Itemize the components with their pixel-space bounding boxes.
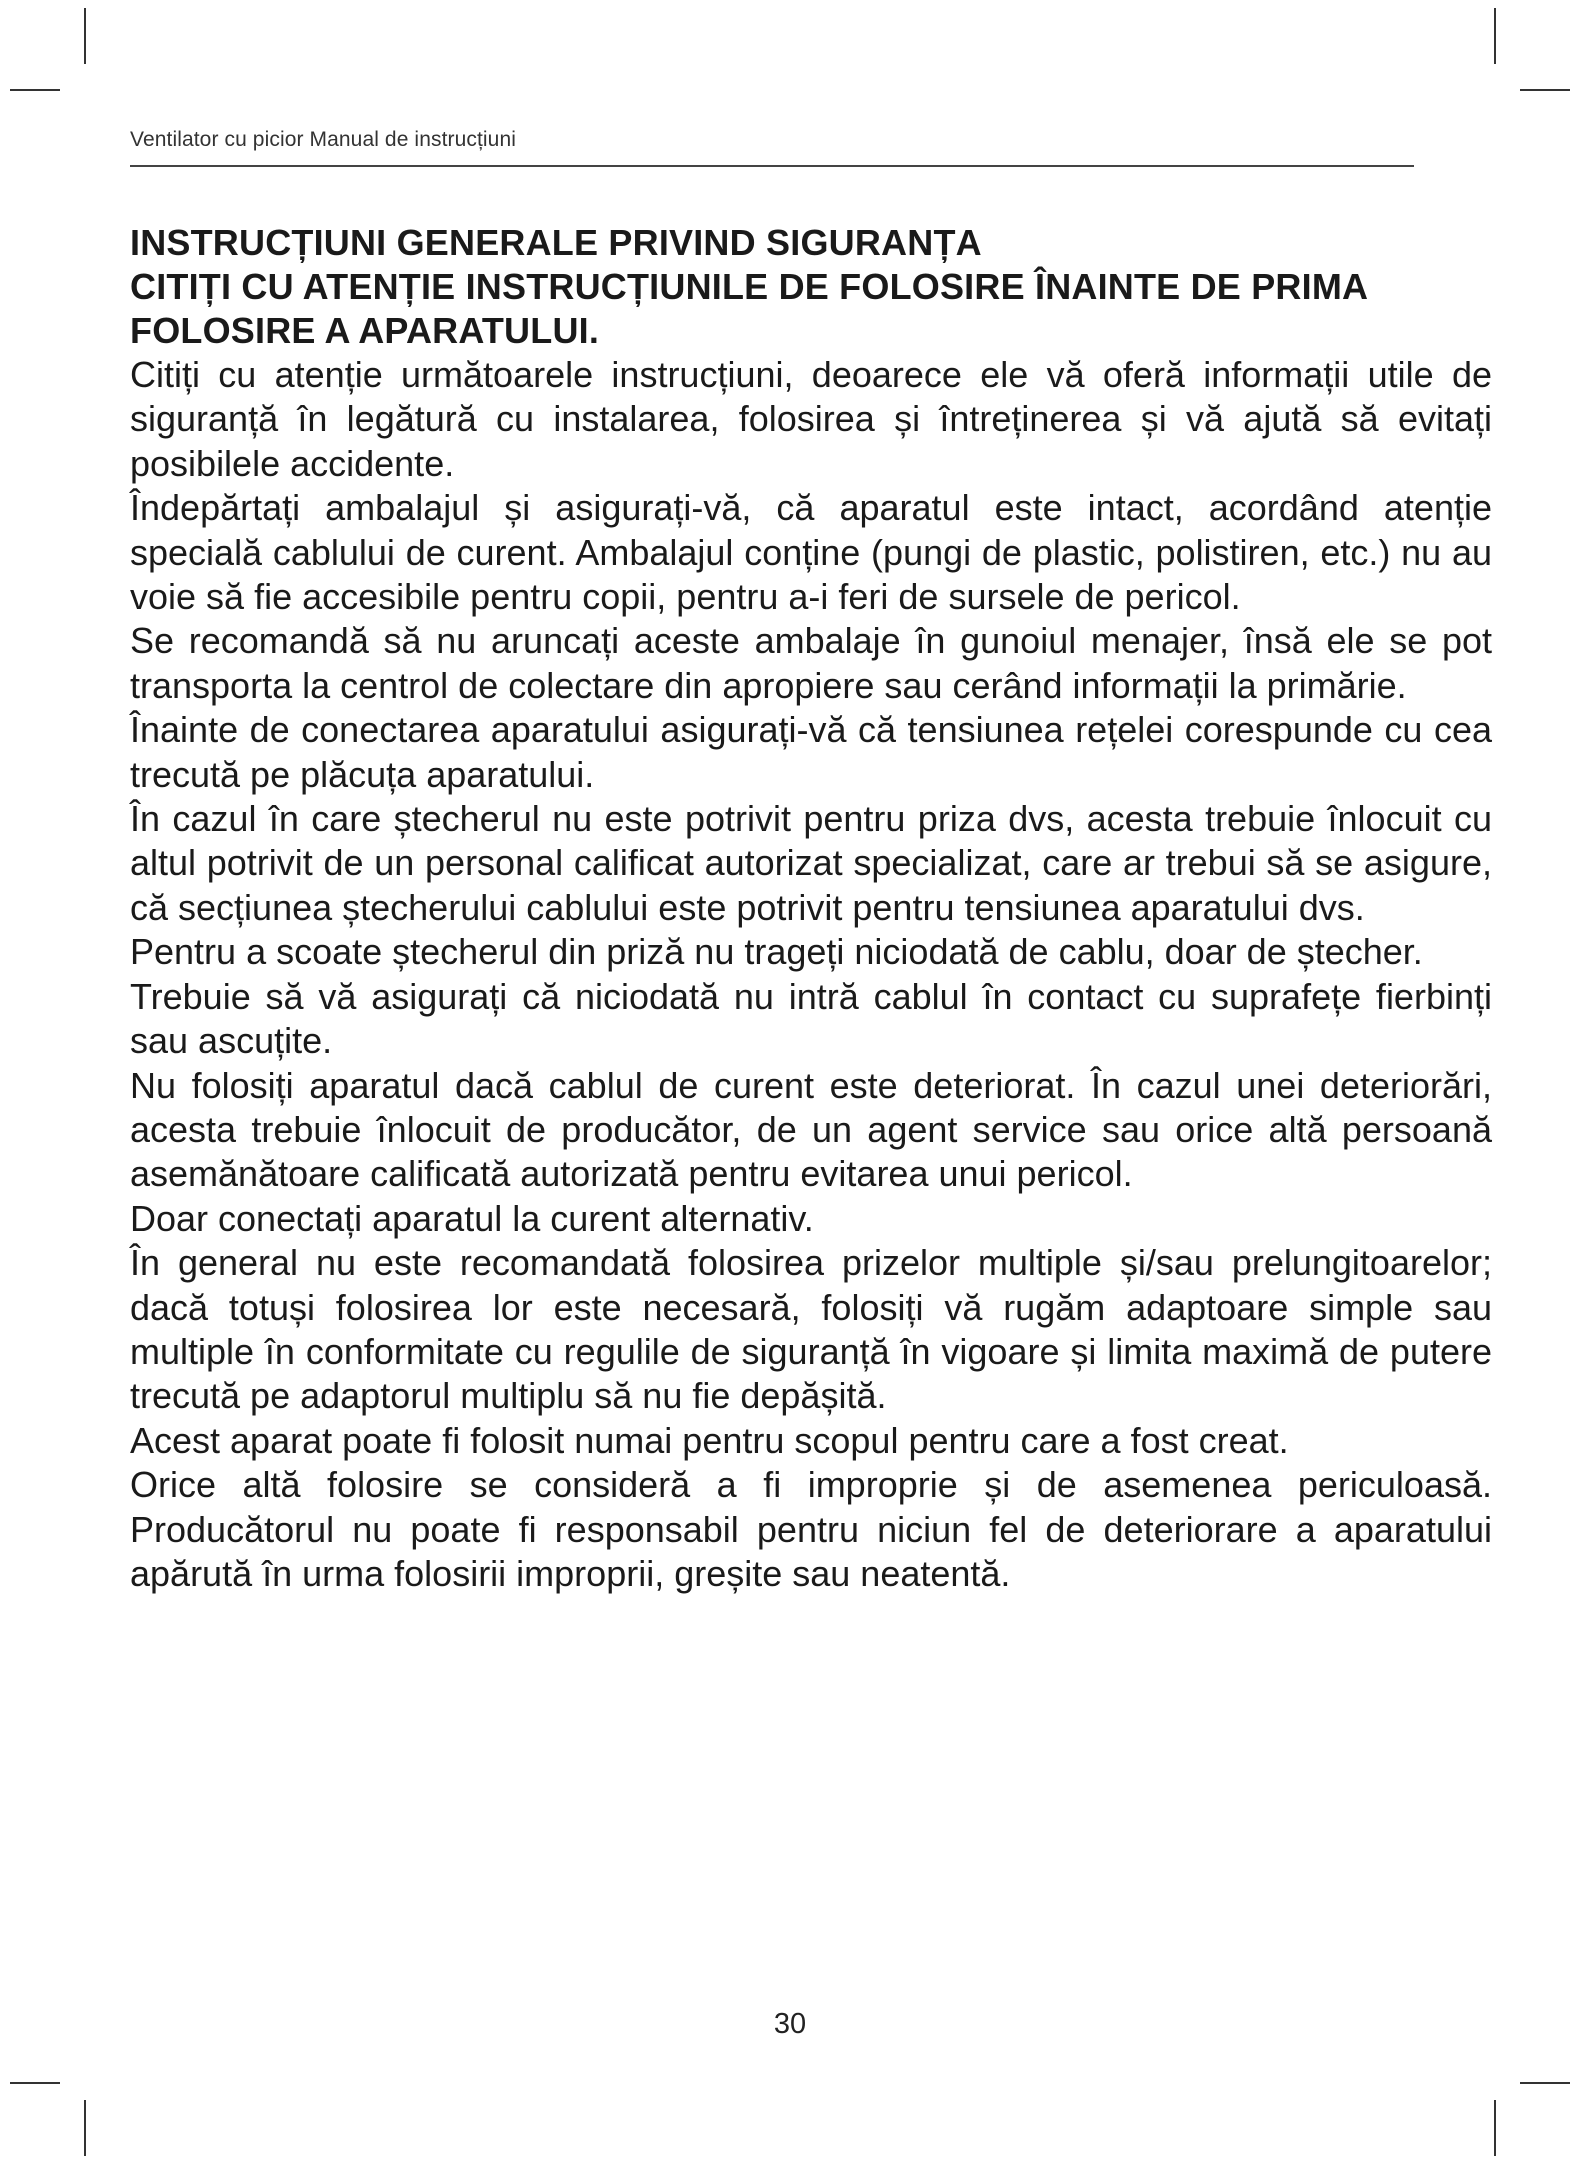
section-title: [130, 221, 1492, 353]
section-title-line-2: CITIȚI CU ATENȚIE INSTRUCȚIUNILE DE FOLOSIRE ÎNAINTE DE PRIMA FOLOSIRE A APARATULUI.: [130, 266, 1367, 351]
paragraph-intended-use: Acest aparat poate fi folosit numai pentru scopul pentru care a fost creat.: [130, 1419, 1289, 1461]
crop-mark-bottom-right-vertical: [1494, 2100, 1496, 2156]
page-body: [130, 221, 1492, 1596]
paragraph-plug-replacement: În cazul în care ștecherul nu este potrivit pentru priza dvs, acesta trebuie înlocuit cu altul potrivit de un personal calificat autorizat specializat, care ar trebui să se asigure, că secțiunea ștecherului cablului este potrivit pentru tensiunea aparatului dvs.: [130, 798, 1492, 928]
paragraph-disposal: Se recomandă să nu aruncați aceste ambalaje în gunoiul menajer, însă ele se pot transporta la centrol de colectare din apropiere sau cerând informații la primărie.: [130, 620, 1492, 706]
paragraph-damaged-cable: Nu folosiți aparatul dacă cablul de curent este deteriorat. În cazul unei deteriorări, acesta trebuie înlocuit de producător, de un agent service sau orice altă persoană asemănătoare calificată autorizată pentru evitarea unui pericol.: [130, 1064, 1492, 1195]
crop-mark-top-right-vertical: [1494, 8, 1496, 64]
crop-mark-bottom-right-horizontal: [1520, 2082, 1570, 2084]
crop-mark-top-left-horizontal: [10, 89, 60, 91]
paragraph-cable-contact: Trebuie să vă asigurați că niciodată nu intră cablul în contact cu suprafețe fierbinți sau ascuțite.: [130, 975, 1492, 1062]
paragraph-unplugging: Pentru a scoate ștecherul din priză nu trageți niciodată de cablu, doar de ștecher.: [130, 931, 1423, 973]
running-header: Ventilator cu picior Manual de instrucțiuni: [130, 128, 517, 151]
section-title-line-1: INSTRUCȚIUNI GENERALE PRIVIND SIGURANȚA: [130, 222, 982, 263]
crop-mark-bottom-left-vertical: [84, 2100, 86, 2156]
crop-mark-bottom-left-horizontal: [10, 2082, 60, 2084]
paragraph-alternating-current: Doar conectați aparatul la curent alternativ.: [130, 1197, 814, 1239]
paragraph-packaging: Îndepărtați ambalajul și asigurați-vă, că aparatul este intact, acordând atenție specială cablului de curent. Ambalajul conține (pungi de plastic, polistiren, etc.) nu au voie să fie accesibile pentru copii, pentru a-i feri de sursele de pericol.: [130, 487, 1492, 618]
crop-mark-top-right-horizontal: [1520, 89, 1570, 91]
paragraph-multiple-sockets: În general nu este recomandată folosirea prizelor multiple și/sau prelungitoarelor; dacă totuși folosirea lor este necesară, folosiți vă rugăm adaptoare simple sau multiple în conformitate cu regulile de siguranță în vigoare și limita maximă de putere trecută pe adaptorul multiplu să nu fie depășită.: [130, 1242, 1492, 1417]
crop-mark-top-left-vertical: [84, 8, 86, 64]
paragraph-voltage-check: Înainte de conectarea aparatului asigurați-vă că tensiunea rețelei corespunde cu cea trecută pe plăcuța aparatului.: [130, 709, 1492, 795]
page-number: 30: [773, 2008, 807, 2040]
paragraph-improper-use: Orice altă folosire se consideră a fi improprie și de asemenea periculoasă. Producătorul nu poate fi responsabil pentru niciun fel de deteriorare a aparatului apărută în urma folosirii improprii, greșite sau neatentă.: [130, 1464, 1492, 1594]
header-divider: [130, 165, 1414, 167]
paragraph-intro: Citiți cu atenție următoarele instrucțiuni, deoarece ele vă oferă informații utile de siguranță în legătură cu instalarea, folosirea și întreținerea și vă ajută să evitați posibilele accidente.: [130, 354, 1492, 484]
